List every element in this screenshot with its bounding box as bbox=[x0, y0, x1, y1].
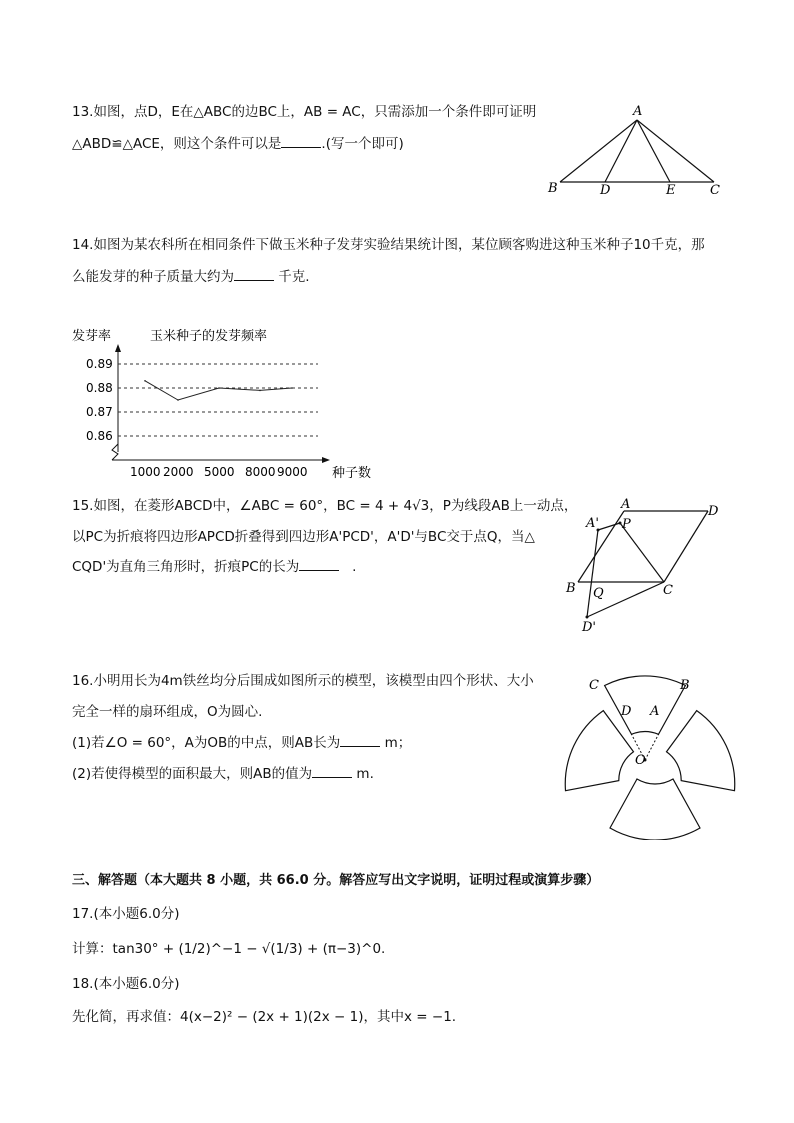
q16-sector-ring-figure bbox=[555, 665, 755, 840]
q14-answer-blank bbox=[234, 268, 274, 281]
q13-line2-text: △ABD≌△ACE，则这个条件可以是 bbox=[72, 136, 282, 152]
q14-line2-tail: 千克. bbox=[278, 269, 310, 285]
q15-label-Q: Q bbox=[593, 586, 604, 601]
chart-title: 玉米种子的发芽频率 bbox=[150, 329, 268, 344]
q13-label-D: D bbox=[600, 183, 611, 198]
q16-line3-text: (1)若∠O = 60°，A为OB的中点，则AB长为 bbox=[72, 735, 341, 751]
q13-answer-blank bbox=[281, 135, 321, 148]
q13-triangle-figure bbox=[540, 100, 730, 200]
chart-point bbox=[291, 387, 293, 389]
q14-line1: 14.如图为某农科所在相同条件下做玉米种子发芽实验结果统计图，某位顾客购进这种玉米种子10千克，那 bbox=[72, 237, 705, 253]
q15-line3 bbox=[72, 558, 356, 576]
q15-answer-blank bbox=[299, 558, 339, 571]
chart-x-tick-label: 8000 bbox=[245, 465, 276, 479]
q16-label-A: A bbox=[650, 704, 660, 719]
q16-line4-text: (2)若使得模型的面积最大，则AB的值为 bbox=[72, 766, 313, 782]
chart-y-axis-arrow bbox=[115, 344, 121, 352]
q16-line4 bbox=[72, 765, 374, 783]
q13-line2 bbox=[72, 135, 404, 153]
q15-line3-text: CQD'为直角三角形时，折痕PC的长为 bbox=[72, 559, 300, 575]
q14-line2-text: 么能发芽的种子质量大约为 bbox=[72, 269, 234, 285]
q16-label-D: D bbox=[621, 704, 632, 719]
q15-line2: 以PC为折痕将四边形APCD折叠得到四边形A'PCD'，A'D'与BC交于点Q，当△ bbox=[72, 529, 535, 545]
q18-expression: 先化简，再求值：4(x−2)² − (2x + 1)(2x − 1)，其中x = −1. bbox=[72, 1009, 457, 1025]
chart-point bbox=[144, 380, 146, 382]
q15-label-C: C bbox=[663, 583, 673, 598]
q14-line2 bbox=[72, 268, 310, 286]
chart-y-tick-label: 0.88 bbox=[86, 381, 113, 395]
chart-x-tick-label: 2000 bbox=[163, 465, 194, 479]
q15-label-B: B bbox=[566, 581, 576, 596]
q18-title: 18.(本小题6.0分) bbox=[72, 976, 180, 992]
chart-point bbox=[177, 399, 179, 401]
section3-header: 三、解答题（本大题共 8 小题，共 66.0 分。解答应写出文字说明，证明过程或演算步骤） bbox=[72, 873, 600, 888]
q16-line3 bbox=[72, 734, 411, 752]
chart-x-tick-label: 9000 bbox=[277, 465, 308, 479]
q16-answer-blank-2 bbox=[312, 765, 352, 778]
q16-line3-tail: m； bbox=[384, 735, 412, 751]
q16-label-C: C bbox=[589, 678, 599, 693]
q15-rhombus-figure bbox=[560, 495, 740, 635]
chart-y-tick-label: 0.87 bbox=[86, 405, 113, 419]
q15-label-P: P bbox=[622, 517, 631, 532]
q13-line2-tail: .(写一个即可) bbox=[321, 136, 404, 152]
q15-line3-tail: . bbox=[352, 559, 357, 575]
chart-x-axis-arrow bbox=[322, 457, 330, 463]
q13-label-B: B bbox=[548, 181, 558, 196]
q13-label-A: A bbox=[633, 104, 643, 119]
q15-label-Dprime: D' bbox=[582, 620, 596, 635]
q13-label-C: C bbox=[710, 183, 720, 198]
q16-line2: 完全一样的扇环组成，O为圆心. bbox=[72, 704, 263, 720]
q15-label-D: D bbox=[708, 504, 719, 519]
chart-point bbox=[218, 387, 220, 389]
q15-line1: 15.如图，在菱形ABCD中，∠ABC = 60°，BC = 4 + 4√3，P为线段AB上一动点， bbox=[72, 498, 578, 514]
chart-x-tick-label: 1000 bbox=[130, 465, 161, 479]
q15-label-Aprime: A' bbox=[586, 516, 599, 531]
q15-label-A: A bbox=[621, 497, 631, 512]
chart-y-tick-label: 0.89 bbox=[86, 357, 113, 371]
chart-point bbox=[259, 390, 261, 392]
chart-x-tick-label: 5000 bbox=[204, 465, 235, 479]
q16-answer-blank-1 bbox=[340, 734, 380, 747]
q17-expression: 计算：tan30° + (1/2)^−1 − √(1/3) + (π−3)^0. bbox=[72, 941, 386, 957]
q13-label-E: E bbox=[666, 183, 676, 198]
chart-axis-break bbox=[112, 444, 118, 460]
q16-line1: 16.小明用长为4m铁丝均分后围成如图所示的模型，该模型由四个形状、大小 bbox=[72, 673, 534, 689]
q13-line1: 13.如图，点D，E在△ABC的边BC上，AB = AC，只需添加一个条件即可证明 bbox=[72, 104, 537, 120]
chart-ylabel: 发芽率 bbox=[72, 329, 112, 344]
chart-series-line bbox=[145, 381, 292, 400]
q16-label-B: B bbox=[680, 678, 690, 693]
q16-label-O: O bbox=[635, 753, 646, 768]
q16-line4-tail: m. bbox=[356, 766, 374, 782]
chart-xlabel: 种子数 bbox=[332, 466, 372, 481]
chart-y-tick-label: 0.86 bbox=[86, 429, 113, 443]
q14-germination-chart bbox=[60, 320, 400, 490]
q17-title: 17.(本小题6.0分) bbox=[72, 906, 180, 922]
